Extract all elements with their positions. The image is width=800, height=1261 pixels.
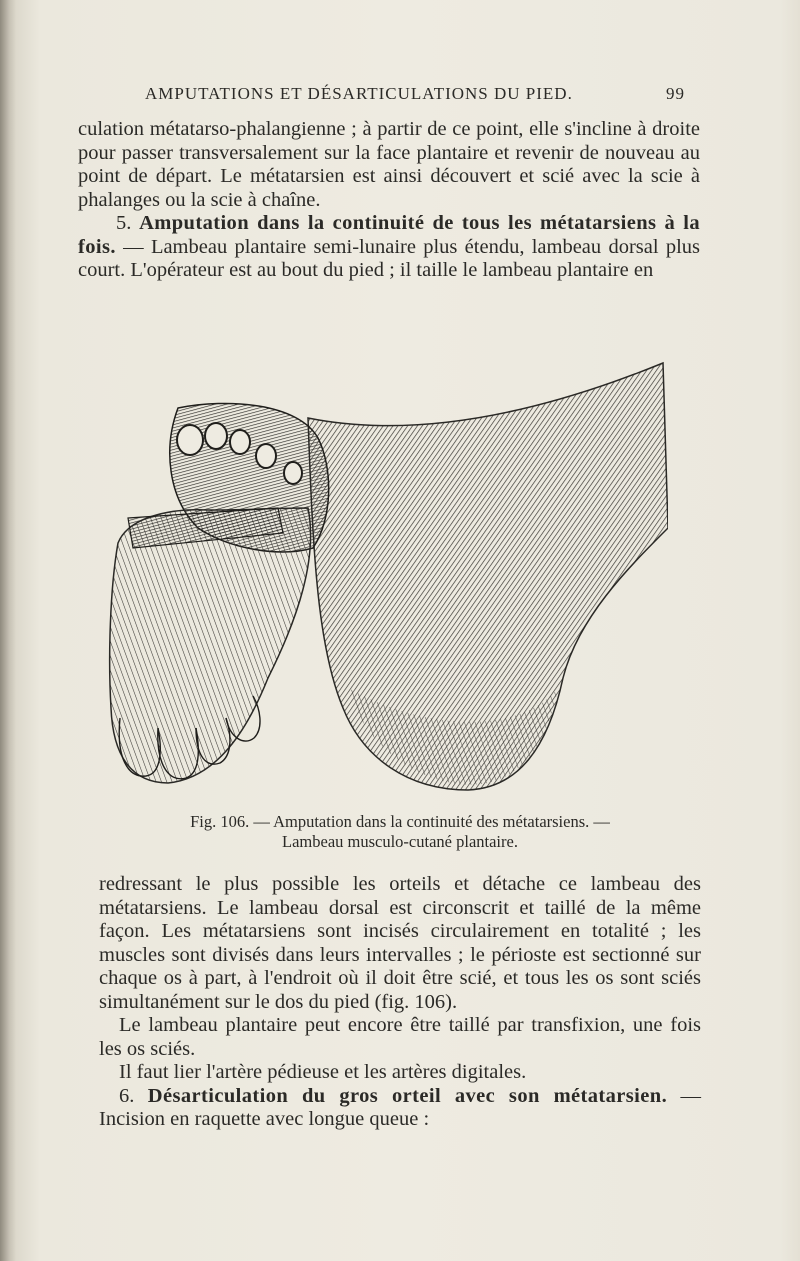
foot-amputation-engraving xyxy=(108,358,668,798)
paragraph-continued: culation métatarso-phalangienne ; à partir de ce point, elle s'incline à droite pour passer transversalement sur la face plantaire et revenir de nouveau au point de départ. Le métatarsien est ainsi découvert et scié avec la scie à phalanges ou la scie à chaîne. xyxy=(78,118,700,211)
paragraph-amputation-5 xyxy=(78,212,700,283)
paragraph-ligature: Il faut lier l'artère pédieuse et les artères digitales. xyxy=(119,1061,527,1083)
caption-line-1: Fig. 106. — Amputation dans la continuité des métatarsiens. — xyxy=(190,812,610,831)
section-heading: Désarticulation du gros orteil avec son métatarsien. xyxy=(147,1084,668,1107)
page-number: 99 xyxy=(666,84,685,103)
running-header xyxy=(145,84,685,104)
section-body: — Lambeau plantaire semi-lunaire plus étendu, lambeau dorsal plus court. L'opérateur est au bout du pied ; il taille le lambeau plantaire en xyxy=(78,235,700,281)
section-number: 6. xyxy=(119,1084,135,1107)
paragraph-desarticulation-6 xyxy=(99,1085,701,1132)
section-heading: Amputation dans la continuité de tous les métatarsiens à la fois. xyxy=(78,212,701,258)
running-title: AMPUTATIONS ET DÉSARTICULATIONS DU PIED. xyxy=(145,84,573,103)
page-gutter-shadow xyxy=(0,0,16,1261)
paragraph-transfixion: Le lambeau plantaire peut encore être taillé par transfixion, une fois les os sciés. xyxy=(99,1014,701,1060)
top-text-block xyxy=(78,118,700,283)
figure-illustration xyxy=(108,358,668,798)
caption-line-2: Lambeau musculo-cutané plantaire. xyxy=(282,832,518,851)
bottom-text-block xyxy=(99,873,701,1132)
figure-caption xyxy=(90,812,710,852)
section-number: 5. xyxy=(116,212,132,234)
section-body: — Incision en raquette avec longue queue : xyxy=(99,1084,701,1130)
paragraph-continued-2: redressant le plus possible les orteils et détache ce lambeau des métatarsiens. Le lambeau dorsal est circonscrit et taillé de la même façon. Les métatarsiens sont incisés circulairement en totalité ; les muscles sont divisés dans leurs intervalles ; le périoste est sectionné sur chaque os à part, à l'endroit où il doit être scié, et tous les os sont sciés simultanément sur le dos du pied (fig. 106). xyxy=(99,873,701,1013)
